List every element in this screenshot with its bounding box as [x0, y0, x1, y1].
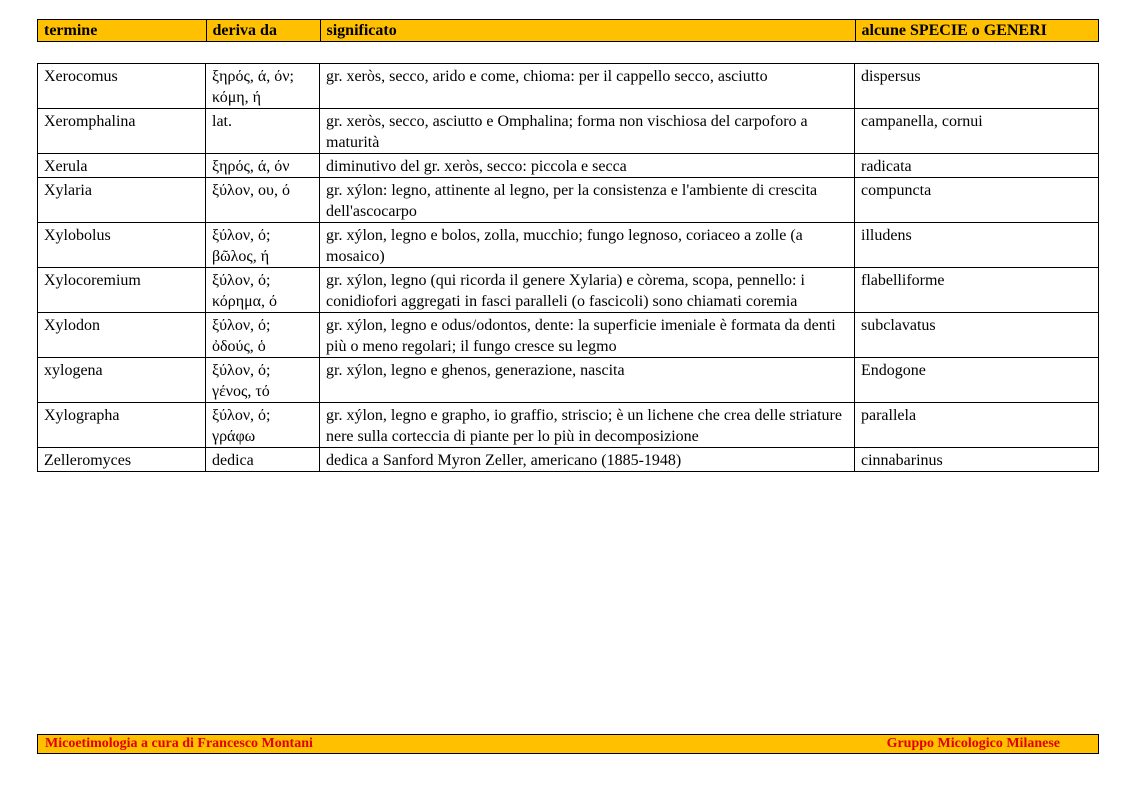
cell-specie: radicata	[855, 154, 1099, 178]
header-termine: termine	[38, 20, 206, 41]
cell-termine: Xerocomus	[38, 64, 206, 109]
cell-termine: Xylobolus	[38, 223, 206, 268]
cell-termine: Xylodon	[38, 313, 206, 358]
table-row	[38, 178, 1099, 223]
cell-deriva-da: ξύλον, ό; γένος, τό	[206, 358, 320, 403]
cell-significato: gr. xeròs, secco, asciutto e Omphalina; forma non vischiosa del carpoforo a maturità	[320, 109, 855, 154]
cell-specie: cinnabarinus	[855, 448, 1099, 472]
cell-significato: dedica a Sanford Myron Zeller, americano (1885-1948)	[320, 448, 855, 472]
cell-deriva-da: ξύλον, ό; βῶλος, ή	[206, 223, 320, 268]
cell-deriva-da: lat.	[206, 109, 320, 154]
cell-specie: compuncta	[855, 178, 1099, 223]
cell-significato: gr. xýlon: legno, attinente al legno, per la consistenza e l'ambiente di crescita dell'ascocarpo	[320, 178, 855, 223]
cell-termine: Xeromphalina	[38, 109, 206, 154]
cell-significato: gr. xýlon, legno e odus/odontos, dente: la superficie imeniale è formata da denti più o meno regolari; il fungo cresce su legmo	[320, 313, 855, 358]
cell-specie: campanella, cornui	[855, 109, 1099, 154]
cell-deriva-da: ξύλον, ό; ὀδούς, ὁ	[206, 313, 320, 358]
cell-deriva-da: ξηρός, ά, όν; κόμη, ή	[206, 64, 320, 109]
table-header-bar	[37, 19, 1099, 42]
cell-termine: Zelleromyces	[38, 448, 206, 472]
cell-deriva-da: ξύλον, ου, ό	[206, 178, 320, 223]
cell-deriva-da: ξηρός, ά, όν	[206, 154, 320, 178]
cell-significato: gr. xýlon, legno e bolos, zolla, mucchio; fungo legnoso, coriaceo a zolle (a mosaico)	[320, 223, 855, 268]
cell-specie: flabelliforme	[855, 268, 1099, 313]
table-row	[38, 448, 1099, 472]
cell-significato: gr. xýlon, legno (qui ricorda il genere Xylaria) e còrema, scopa, pennello: i conidiofori aggregati in fasci paralleli (o fascicoli) sono chiamati coremia	[320, 268, 855, 313]
table-row	[38, 313, 1099, 358]
cell-specie: illudens	[855, 223, 1099, 268]
cell-significato: gr. xeròs, secco, arido e come, chioma: per il cappello secco, asciutto	[320, 64, 855, 109]
cell-termine: Xerula	[38, 154, 206, 178]
table-row	[38, 109, 1099, 154]
table-row	[38, 358, 1099, 403]
cell-significato: gr. xýlon, legno e ghenos, generazione, nascita	[320, 358, 855, 403]
table-row	[38, 64, 1099, 109]
cell-significato: diminutivo del gr. xeròs, secco: piccola e secca	[320, 154, 855, 178]
cell-termine: xylogena	[38, 358, 206, 403]
footer-group: Gruppo Micologico Milanese	[886, 736, 1060, 751]
header-significato: significato	[320, 20, 855, 41]
table-row	[38, 403, 1099, 448]
cell-deriva-da: ξύλον, ό; γράφω	[206, 403, 320, 448]
table-row	[38, 268, 1099, 313]
header-specie-generi: alcune SPECIE o GENERI	[861, 21, 1047, 39]
table-row	[38, 154, 1099, 178]
header-deriva-da: deriva da	[206, 20, 320, 41]
cell-deriva-da: dedica	[206, 448, 320, 472]
cell-specie: subclavatus	[855, 313, 1099, 358]
cell-termine: Xylocoremium	[38, 268, 206, 313]
footer-author: Micoetimologia a cura di Francesco Montani	[45, 736, 313, 751]
cell-specie: parallela	[855, 403, 1099, 448]
cell-specie: Endogone	[855, 358, 1099, 403]
cell-termine: Xylaria	[38, 178, 206, 223]
etymology-table	[37, 63, 1099, 472]
cell-termine: Xylographa	[38, 403, 206, 448]
footer-bar	[37, 734, 1099, 754]
cell-specie: dispersus	[855, 64, 1099, 109]
table-row	[38, 223, 1099, 268]
cell-significato: gr. xýlon, legno e grapho, io graffio, striscio; è un lichene che crea delle striature nere sulla corteccia di piante per lo più in decomposizione	[320, 403, 855, 448]
cell-deriva-da: ξύλον, ό; κόρημα, ό	[206, 268, 320, 313]
